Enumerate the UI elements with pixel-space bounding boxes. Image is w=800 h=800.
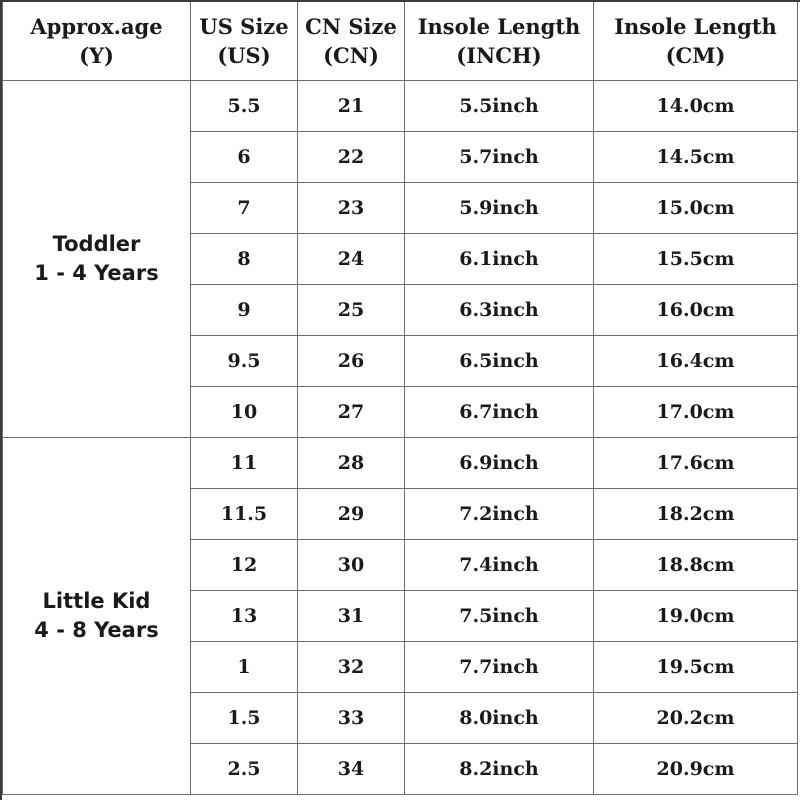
insole-inch-cell: 5.7inch <box>405 132 594 183</box>
us-size-cell: 6 <box>191 132 298 183</box>
insole-inch-cell: 7.7inch <box>405 642 594 693</box>
us-size-cell: 11 <box>191 438 298 489</box>
cn-size-cell: 21 <box>298 81 405 132</box>
us-size-cell: 8 <box>191 234 298 285</box>
us-size-cell: 1.5 <box>191 693 298 744</box>
insole-cm-cell: 14.5cm <box>594 132 798 183</box>
cn-size-cell: 23 <box>298 183 405 234</box>
cn-size-cell: 27 <box>298 387 405 438</box>
header-row <box>3 2 798 81</box>
table-body <box>3 81 798 795</box>
header-insole-cm <box>594 2 798 81</box>
us-size-cell: 2.5 <box>191 744 298 795</box>
cn-size-cell: 26 <box>298 336 405 387</box>
cn-size-cell: 31 <box>298 591 405 642</box>
header-cn-size <box>298 2 405 81</box>
insole-inch-cell: 6.5inch <box>405 336 594 387</box>
age-group-range: 4 - 8 Years <box>34 618 159 642</box>
insole-inch-cell: 6.7inch <box>405 387 594 438</box>
header-line2: (Y) <box>79 43 114 68</box>
table-row <box>3 438 798 489</box>
header-age <box>3 2 191 81</box>
us-size-cell: 7 <box>191 183 298 234</box>
insole-cm-cell: 18.2cm <box>594 489 798 540</box>
us-size-cell: 9 <box>191 285 298 336</box>
age-group-cell <box>3 438 191 795</box>
header-us-size <box>191 2 298 81</box>
cn-size-cell: 28 <box>298 438 405 489</box>
header-line2: (INCH) <box>456 43 542 68</box>
insole-inch-cell: 8.0inch <box>405 693 594 744</box>
size-table <box>2 1 798 795</box>
us-size-cell: 12 <box>191 540 298 591</box>
insole-inch-cell: 5.9inch <box>405 183 594 234</box>
cn-size-cell: 32 <box>298 642 405 693</box>
age-group-name: Little Kid <box>42 589 151 613</box>
insole-cm-cell: 17.0cm <box>594 387 798 438</box>
insole-cm-cell: 18.8cm <box>594 540 798 591</box>
us-size-cell: 5.5 <box>191 81 298 132</box>
insole-inch-cell: 6.1inch <box>405 234 594 285</box>
age-group-name: Toddler <box>52 232 141 256</box>
insole-inch-cell: 7.2inch <box>405 489 594 540</box>
insole-cm-cell: 19.5cm <box>594 642 798 693</box>
header-insole-inch <box>405 2 594 81</box>
header-line1: CN Size <box>305 14 397 39</box>
header-line1: Approx.age <box>30 14 163 39</box>
header-line1: Insole Length <box>417 14 581 39</box>
insole-cm-cell: 15.0cm <box>594 183 798 234</box>
insole-inch-cell: 8.2inch <box>405 744 594 795</box>
cn-size-cell: 34 <box>298 744 405 795</box>
header-line2: (CM) <box>665 43 726 68</box>
cn-size-cell: 22 <box>298 132 405 183</box>
insole-cm-cell: 19.0cm <box>594 591 798 642</box>
cn-size-cell: 33 <box>298 693 405 744</box>
cn-size-cell: 29 <box>298 489 405 540</box>
age-group-cell <box>3 81 191 438</box>
insole-cm-cell: 14.0cm <box>594 81 798 132</box>
header-line2: (US) <box>217 43 271 68</box>
insole-inch-cell: 5.5inch <box>405 81 594 132</box>
header-line2: (CN) <box>323 43 379 68</box>
us-size-cell: 9.5 <box>191 336 298 387</box>
cn-size-cell: 25 <box>298 285 405 336</box>
table-row <box>3 81 798 132</box>
us-size-cell: 10 <box>191 387 298 438</box>
insole-inch-cell: 7.5inch <box>405 591 594 642</box>
us-size-cell: 1 <box>191 642 298 693</box>
us-size-cell: 11.5 <box>191 489 298 540</box>
cn-size-cell: 24 <box>298 234 405 285</box>
age-group-range: 1 - 4 Years <box>34 261 159 285</box>
header-line1: US Size <box>199 14 289 39</box>
insole-inch-cell: 6.3inch <box>405 285 594 336</box>
cn-size-cell: 30 <box>298 540 405 591</box>
insole-inch-cell: 7.4inch <box>405 540 594 591</box>
insole-cm-cell: 20.2cm <box>594 693 798 744</box>
insole-cm-cell: 17.6cm <box>594 438 798 489</box>
insole-cm-cell: 15.5cm <box>594 234 798 285</box>
header-line1: Insole Length <box>614 14 777 39</box>
insole-cm-cell: 20.9cm <box>594 744 798 795</box>
insole-cm-cell: 16.0cm <box>594 285 798 336</box>
insole-cm-cell: 16.4cm <box>594 336 798 387</box>
insole-inch-cell: 6.9inch <box>405 438 594 489</box>
us-size-cell: 13 <box>191 591 298 642</box>
